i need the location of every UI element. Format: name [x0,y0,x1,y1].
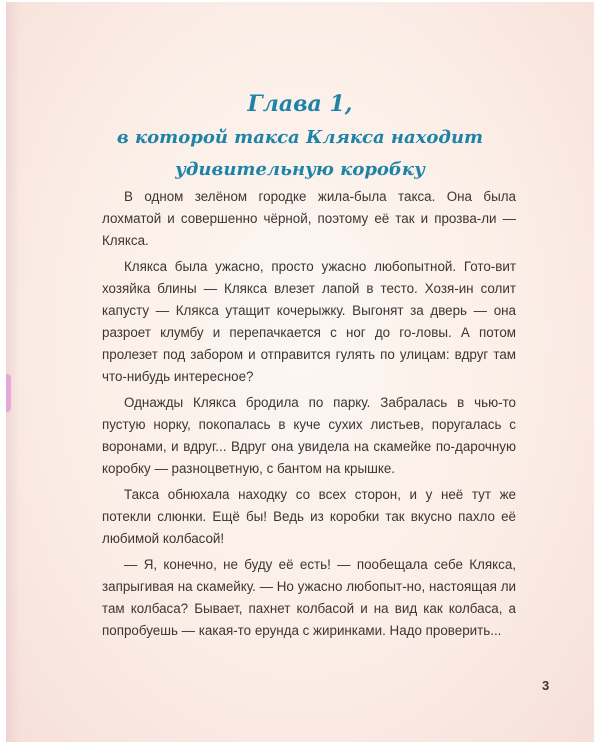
paragraph-5: — Я, конечно, не буду её есть! — пообещала себе Клякса, запрыгивая на скамейку. — Но ужасно любопыт-но, настоящая ли там колбаса? Бывает, пахнет колбасой и на вид как колбаса, а попробуешь — какая-то ерунда с жиринками. Надо проверить... [102,557,516,638]
paragraph-3: Однажды Клякса бродила по парку. Забралась в чью-то пустую норку, покопалась в куче сухих листьев, поругалась с воронами, и вдруг... Вдруг она увидела на скамейке по-дарочную коробку — разноцветную, с бантом на крышке. [102,395,516,476]
page-edge-mark [6,374,11,412]
page-number: 3 [542,678,550,693]
paragraph-1: В одном зелёном городке жила-была такса. Она была лохматой и совершенно чёрной, поэтому её так и прозва-ли — Клякса. [102,189,516,248]
book-page [6,2,594,742]
chapter-subtitle-line-2: удивительную коробку [175,159,425,180]
chapter-title: Глава 1, [247,91,353,117]
paragraph-4: Такса обнюхала находку со всех сторон, и у неё тут же потекли слюнки. Ещё бы! Ведь из коробки так вкусно пахло её любимой колбасой! [102,487,516,546]
chapter-subtitle-line-1: в которой такса Клякса находит [116,127,484,148]
paragraph-2: Клякса была ужасно, просто ужасно любопытной. Гото-вит хозяйка блины — Клякса влезет лапой в тесто. Хозя-ин солит капусту — Клякса утащит кочерыжку. Выгонят за дверь — она разроет клумбу и перепачкается с ног до го-ловы. А потом пролезет под забором и отправится гулять по улицам: вдруг там что-нибудь интересное? [102,259,516,384]
chapter-body-text [102,186,516,646]
chapter-subtitle [6,122,594,186]
